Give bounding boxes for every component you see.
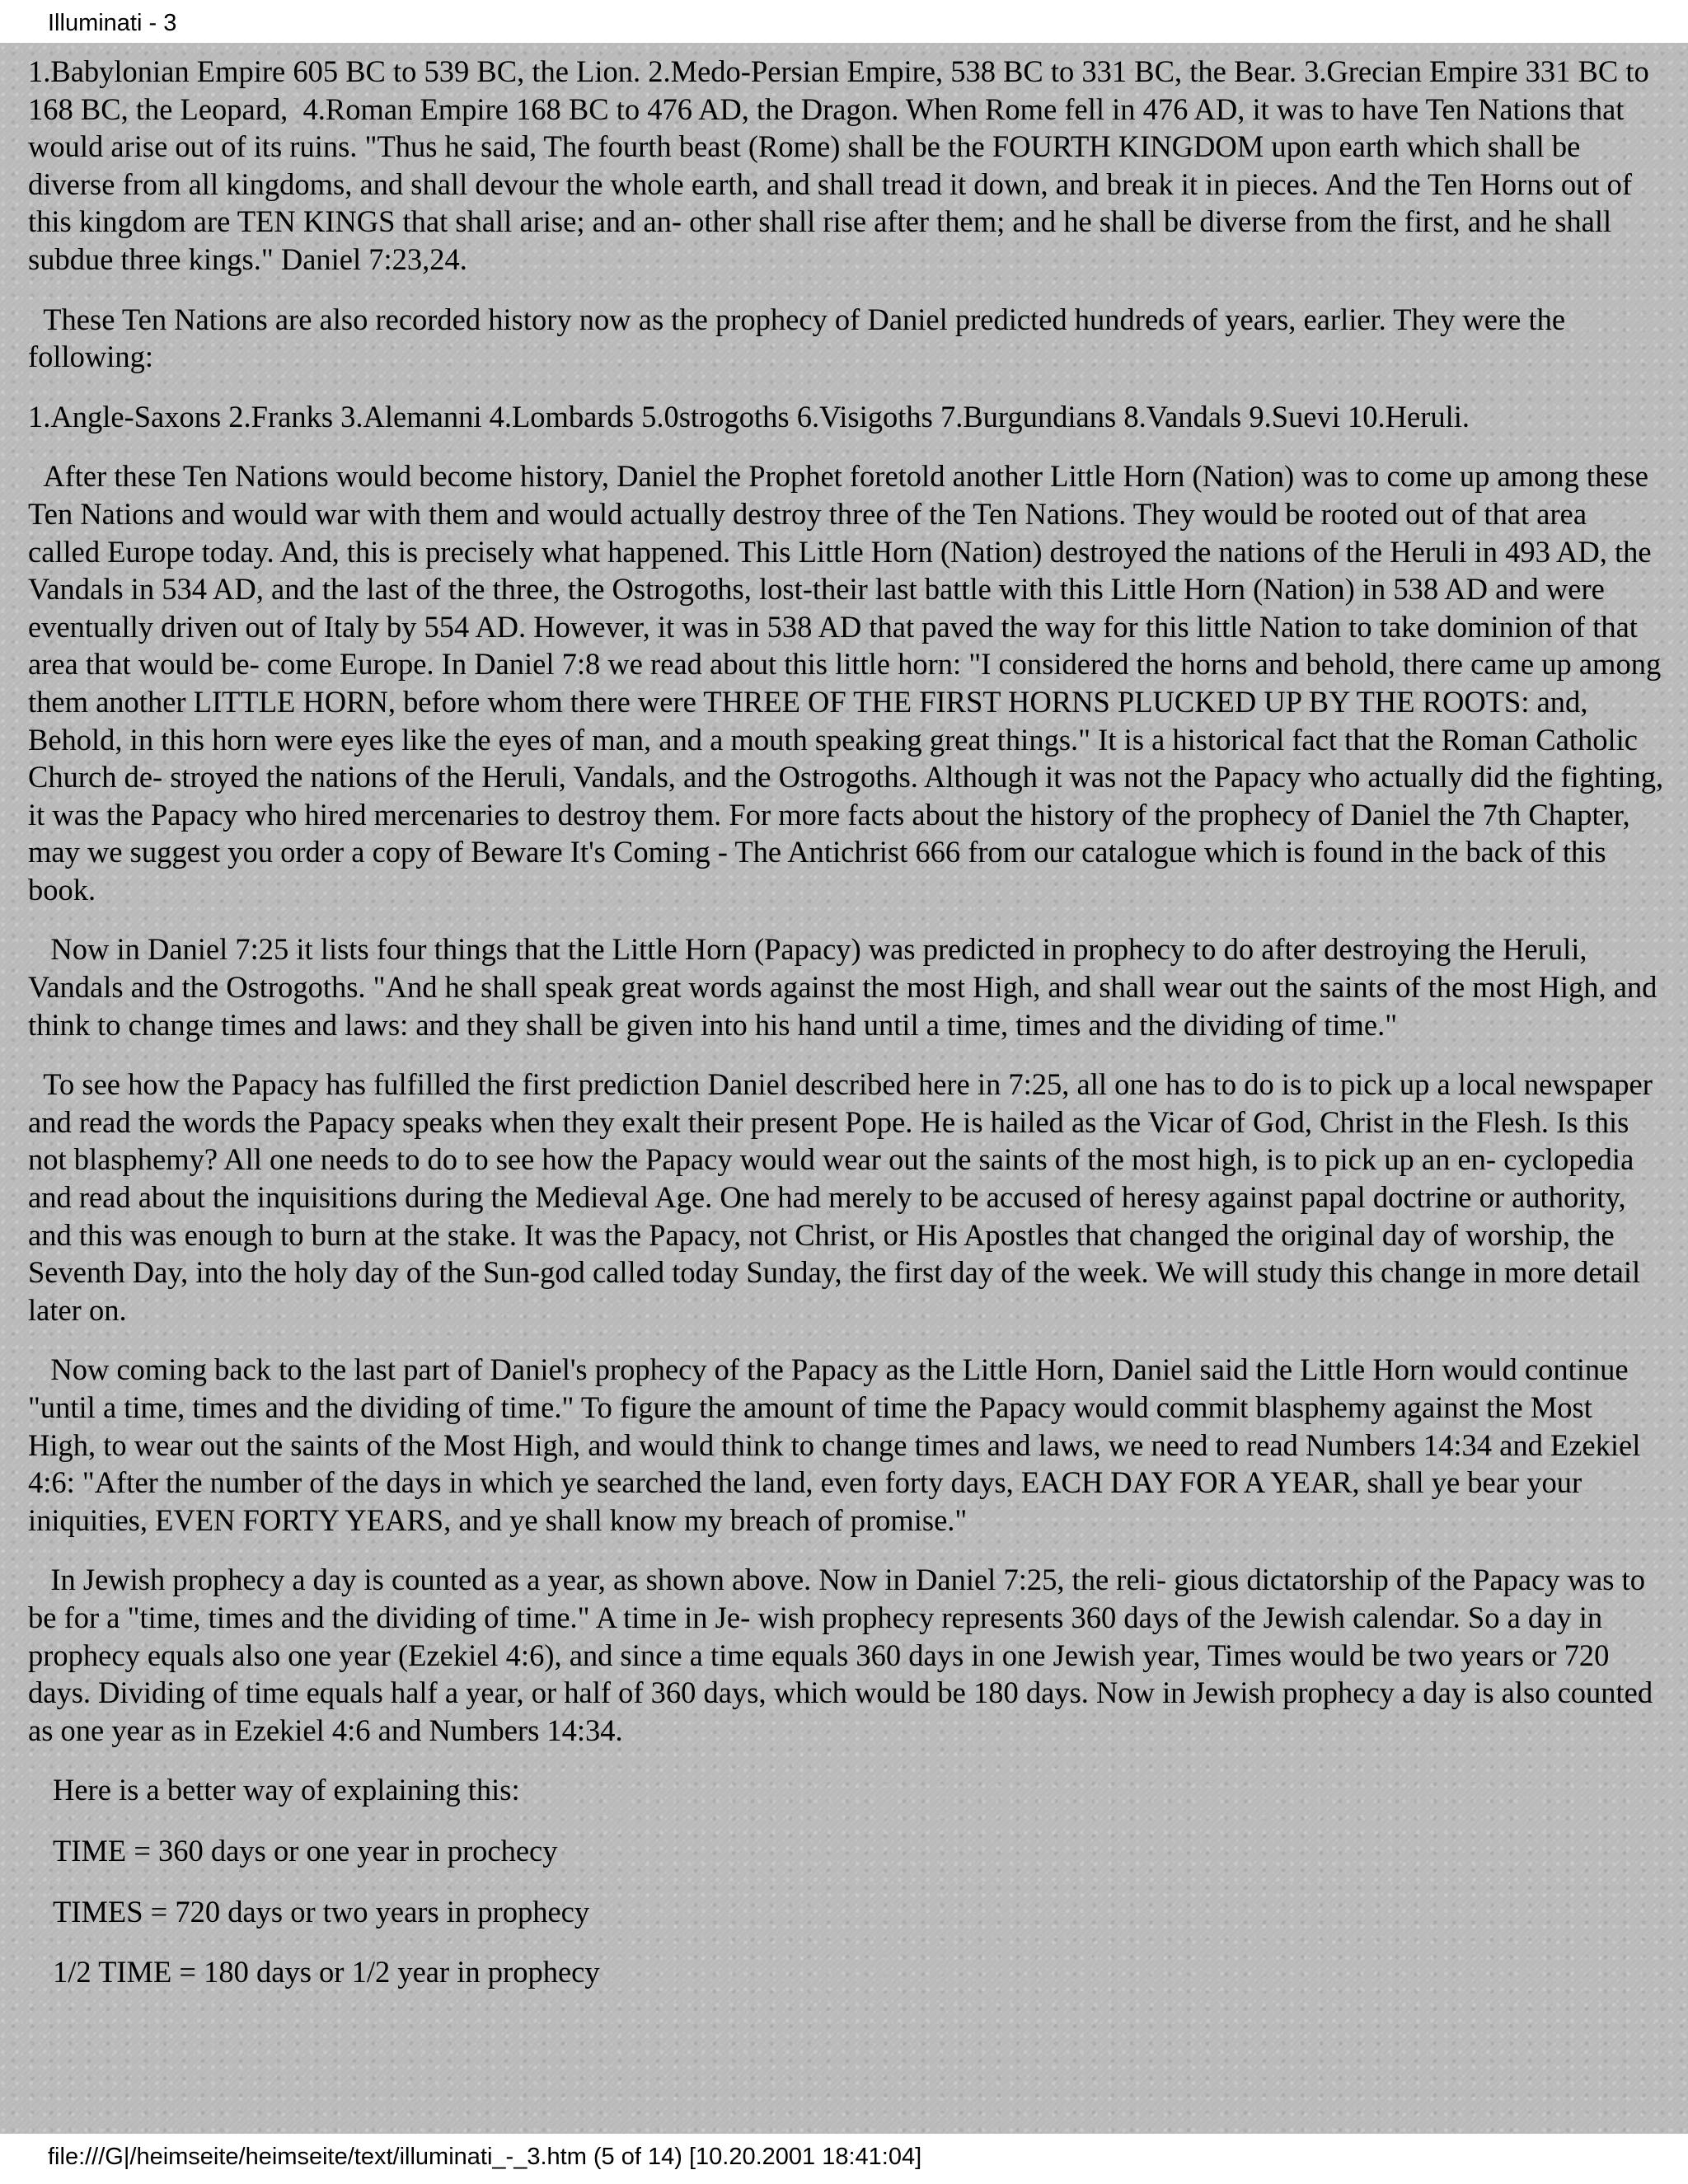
document-body [0, 43, 1688, 2134]
paragraph-ten-nations-intro: These Ten Nations are also recorded history now as the prophecy of Daniel predicted hundreds of years, earlier. They were the following: [28, 302, 1573, 374]
list-item-time: TIME = 360 days or one year in prochecy [53, 1833, 558, 1868]
paragraph-daniel-7-25: Now in Daniel 7:25 it lists four things that the Little Horn (Papacy) was predicted in prophecy to do after destroying the Heruli, Vandals and the Ostrogoths. "And he shall speak great words against the most High, and shall wear out the saints of the most High, and think to change times and laws: and they shall be given into his hand until a time, times and the dividing of time." [28, 932, 1665, 1042]
paragraph-empires: 1.Babylonian Empire 605 BC to 539 BC, the Lion. 2.Medo-Persian Empire, 538 BC to 331 BC, the Bear. 3.Grecian Empire 331 BC to 168 BC, the Leopard, 4.Roman Empire 168 BC to 476 AD, the Dragon. When Rome fell in 476 AD, it was to have Ten Nations that would arise out of its ruins. "Thus he said, The fourth beast (Rome) shall be the FOURTH KINGDOM upon earth which shall be diverse from all kingdoms, and shall devour the whole earth, and shall tread it down, and break it in pieces. And the Ten Horns out of this kingdom are TEN KINGS that shall arise; and an- other shall rise after them; and he shall be diverse from the first, and he shall subdue three kings." Daniel 7:23,24. [28, 54, 1657, 276]
paragraph-little-horn: After these Ten Nations would become history, Daniel the Prophet foretold another Little Horn (Nation) was to come up among these Ten Nations and would war with them and would actually destroy three of the Ten Nations. They would be rooted out of that area called Europe today. And, this is precisely what happened. This Little Horn (Nation) destroyed the nations of the Heruli in 493 AD, the Vandals in 534 AD, and the last of the three, the Ostrogoths, lost-their last battle with this Little Horn (Nation) in 538 AD and were eventually driven out of Italy by 554 AD. However, it was in 538 AD that paved the way for this little Nation to take dominion of that area that would be- come Europe. In Daniel 7:8 we read about this little horn: "I considered the horns and behold, there came up among them another LITTLE HORN, before whom there were THREE OF THE FIRST HORNS PLUCKED UP BY THE ROOTS: and, Behold, in this horn were eyes like the eyes of man, and a mouth speaking great things." It is a historical fact that the Roman Catholic Church de- stroyed the nations of the Heruli, Vandals, and the Ostrogoths. Although it was not the Papacy who actually did the fighting, it was the Papacy who hired mercenaries to destroy them. For more facts about the history of the prophecy of Daniel the 7th Chapter, may we suggest you order a copy of Beware It's Coming - The Antichrist 666 from our catalogue which is found in the back of this book. [28, 459, 1672, 907]
paragraph-ten-nations-list: 1.Angle-Saxons 2.Franks 3.Alemanni 4.Lombards 5.0strogoths 6.Visigoths 7.Burgundians 8.Vandals 9.Suevi 10.Heruli. [28, 399, 1470, 434]
list-item-half-time: 1/2 TIME = 180 days or 1/2 year in prophecy [53, 1955, 600, 1990]
page-footer-path: file:///G|/heimseite/heimseite/text/illuminati_-_3.htm (5 of 14) [10.20.2001 18:41:04] [48, 2144, 922, 2170]
list-item-times: TIMES = 720 days or two years in prophecy [53, 1894, 590, 1929]
page-title: Illuminati - 3 [48, 10, 177, 36]
document-text [28, 53, 1672, 2014]
paragraph-first-prediction: To see how the Papacy has fulfilled the first prediction Daniel described here in 7:25, all one has to do is to pick up a local newspaper and read the words the Papacy speaks when they exalt their present Pope. He is hailed as the Vicar of God, Christ in the Flesh. Is this not blasphemy? All one needs to do to see how the Papacy would wear out the saints of the most high, is to pick up an en- cyclopedia and read about the inquisitions during the Medieval Age. One had merely to be accused of heresy against papal doctrine or authority, and this was enough to burn at the stake. It was the Papacy, not Christ, or His Apostles that changed the original day of worship, the Seventh Day, into the holy day of the Sun-god called today Sunday, the first day of the week. We will study this change in more detail later on. [28, 1067, 1661, 1327]
paragraph-jewish-prophecy: In Jewish prophecy a day is counted as a year, as shown above. Now in Daniel 7:25, the reli- gious dictatorship of the Papacy was to be for a "time, times and the dividing of time." A time in Je- wish prophecy represents 360 days of the Jewish calendar. So a day in prophecy equals also one year (Ezekiel 4:6), and since a time equals 360 days in one Jewish year, Times would be two years or 720 days. Dividing of time equals half a year, or half of 360 days, which would be 180 days. Now in Jewish prophecy a day is also counted as one year as in Ezekiel 4:6 and Numbers 14:34. [28, 1563, 1661, 1747]
paragraph-explanation-intro: Here is a better way of explaining this: [53, 1773, 520, 1807]
paragraph-time-times: Now coming back to the last part of Daniel's prophecy of the Papacy as the Little Horn, Daniel said the Little Horn would continue "until a time, times and the dividing of time." To figure the amount of time the Papacy would commit blasphemy against the Most High, to wear out the saints of the Most High, and would think to change times and laws, we need to read Numbers 14:34 and Ezekiel 4:6: "After the number of the days in which ye searched the land, even forty days, EACH DAY FOR A YEAR, shall ye bear your iniquities, EVEN FORTY YEARS, and ye shall know my breach of promise." [28, 1352, 1648, 1537]
